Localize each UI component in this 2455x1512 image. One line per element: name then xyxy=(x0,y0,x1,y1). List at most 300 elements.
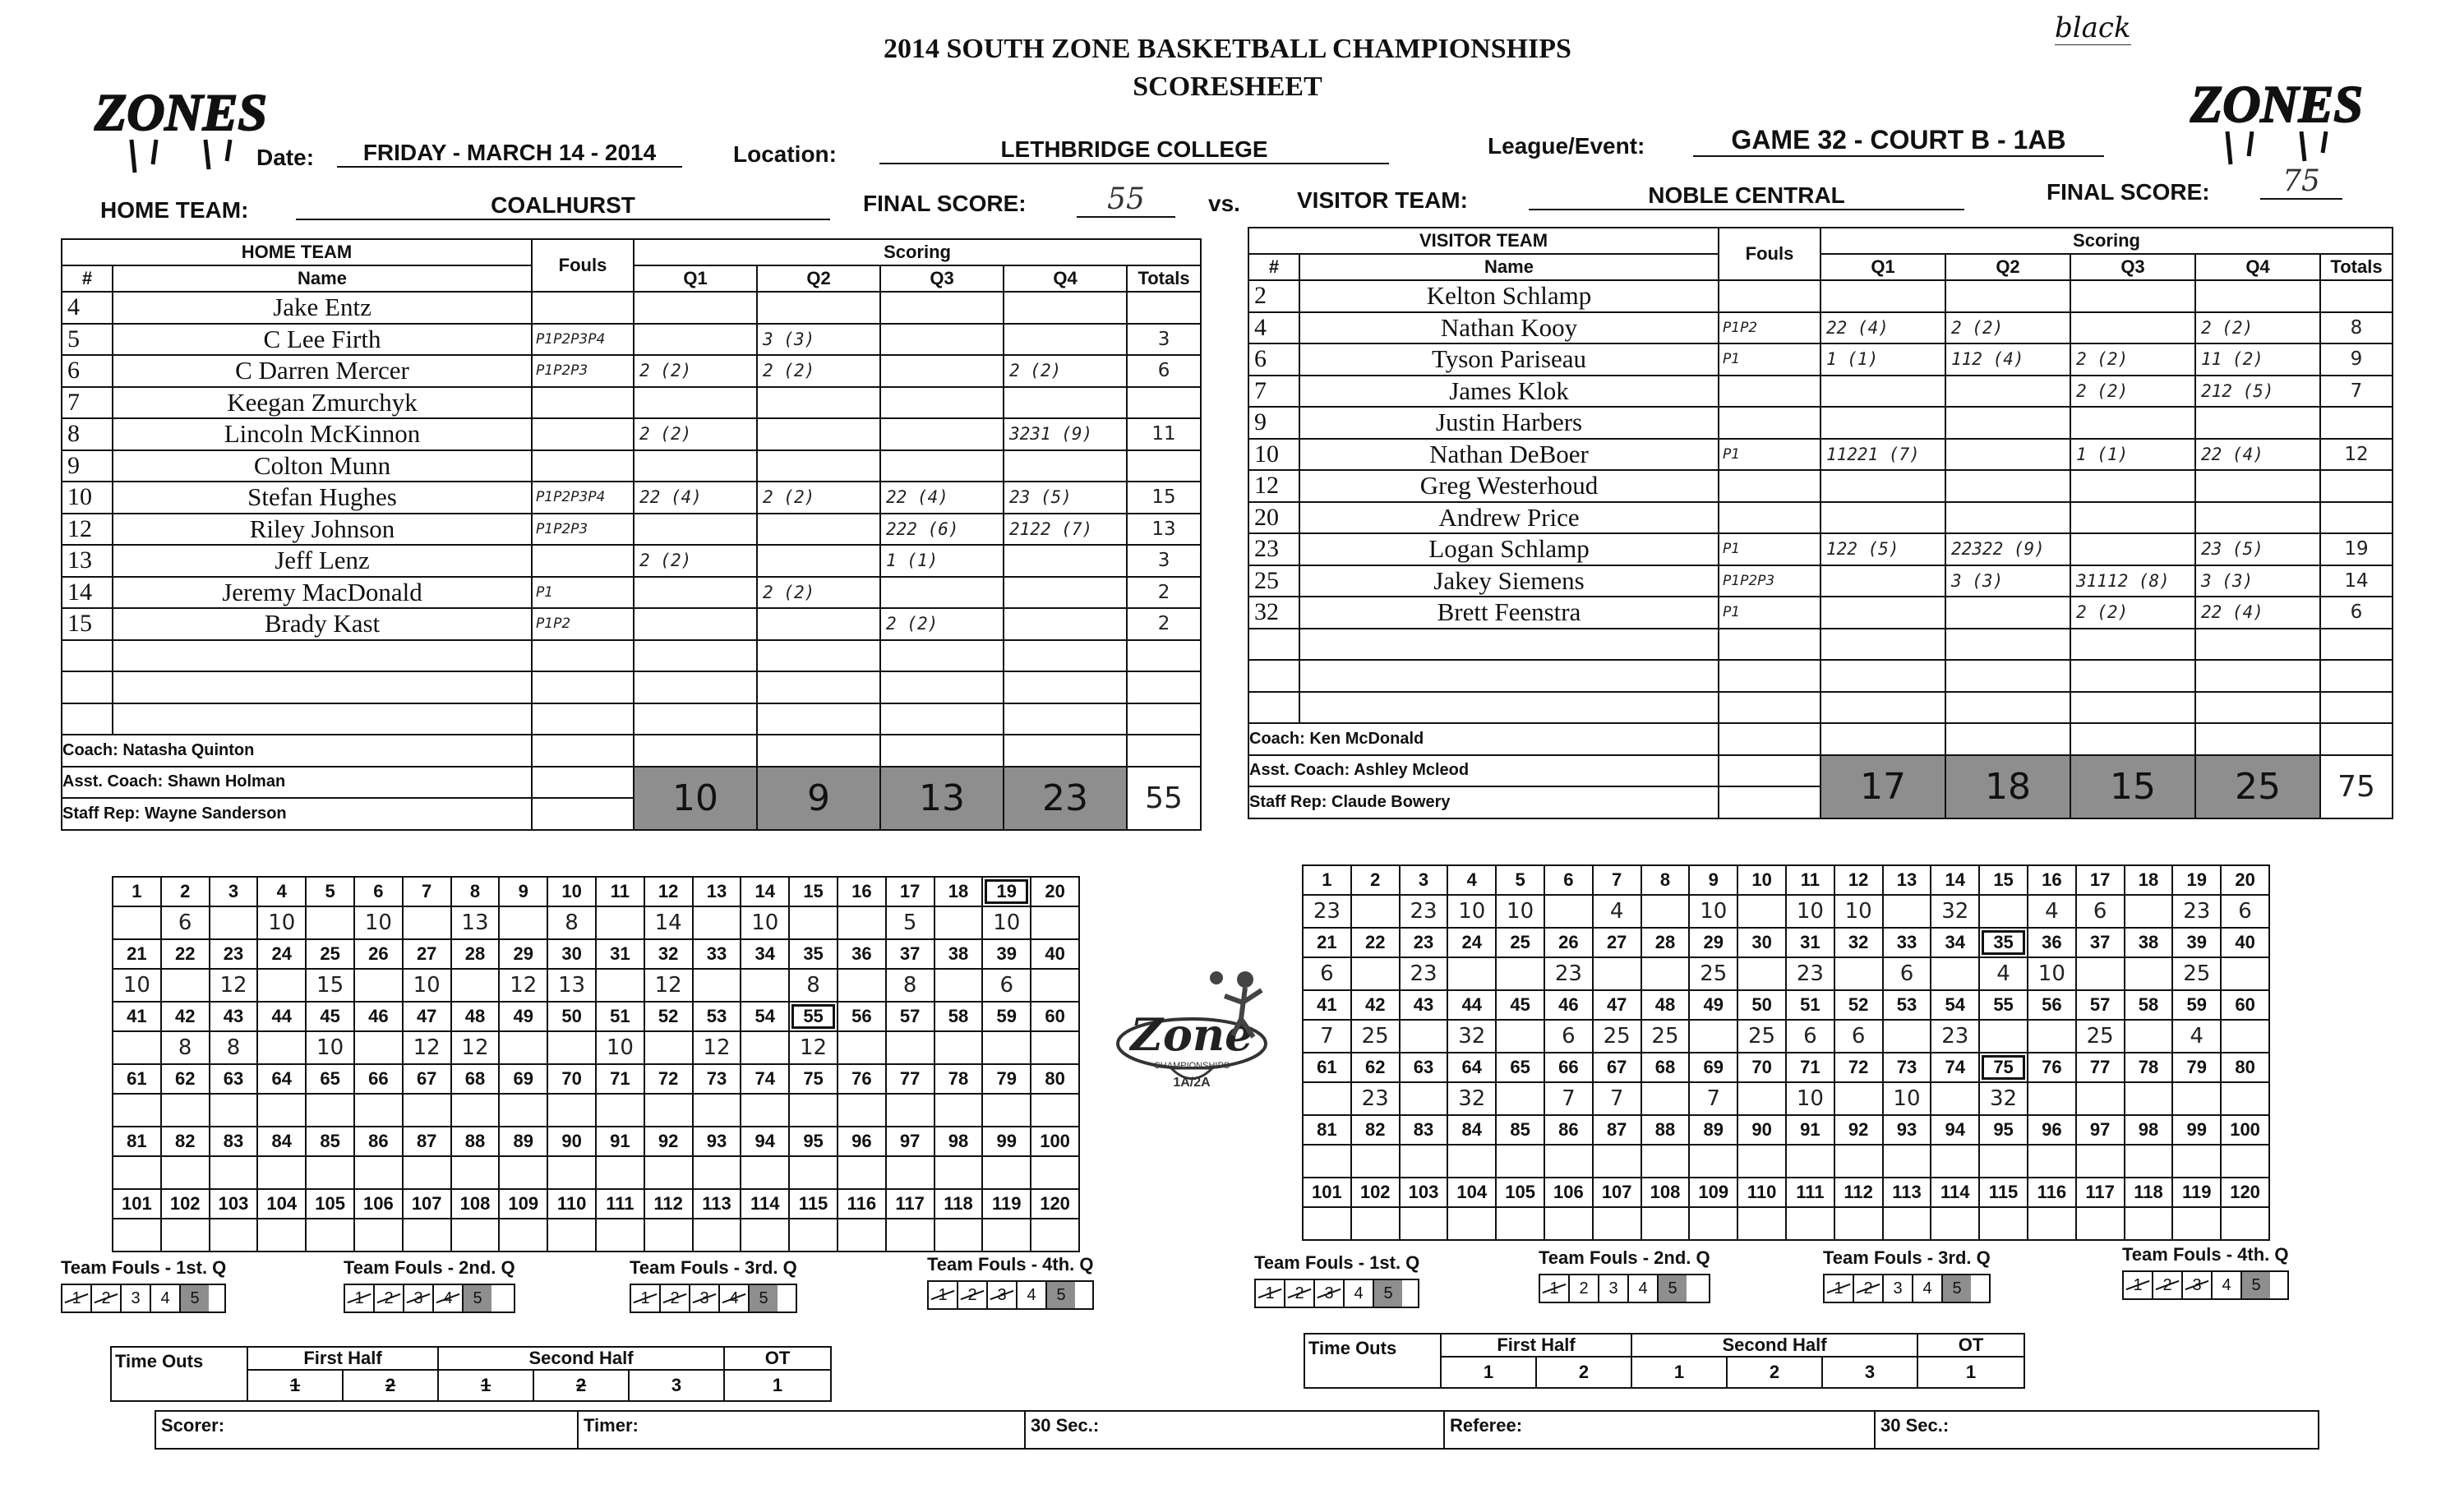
timeout-box[interactable]: 1 xyxy=(1631,1357,1727,1388)
player-fouls[interactable]: P1P2P3 xyxy=(532,514,634,546)
player-fouls[interactable] xyxy=(532,640,634,672)
player-q1[interactable]: 22 (4) xyxy=(1820,312,1945,344)
running-score-mark[interactable] xyxy=(1737,957,1786,990)
running-score-mark[interactable]: 10 xyxy=(741,906,789,939)
running-score-mark[interactable] xyxy=(886,1156,934,1189)
running-score-mark[interactable] xyxy=(2125,1145,2173,1178)
running-score-mark[interactable] xyxy=(161,1156,210,1189)
running-score-mark[interactable] xyxy=(1593,957,1641,990)
player-q1[interactable] xyxy=(1820,470,1945,502)
running-score-mark[interactable]: 4 xyxy=(2172,1020,2221,1053)
player-q4[interactable]: 3231 (9) xyxy=(1004,418,1127,450)
player-total[interactable] xyxy=(2320,660,2393,692)
team-foul-box[interactable]: 2 xyxy=(1570,1275,1599,1302)
running-score-mark[interactable]: 14 xyxy=(644,906,693,939)
player-q3[interactable] xyxy=(880,355,1004,387)
player-total[interactable] xyxy=(1127,640,1201,672)
running-score-mark[interactable] xyxy=(210,906,258,939)
player-q2[interactable] xyxy=(757,292,880,324)
team-foul-box[interactable]: 1 xyxy=(929,1282,958,1308)
player-q3[interactable] xyxy=(2070,312,2195,344)
running-score-mark[interactable]: 10 xyxy=(1496,895,1544,928)
player-q1[interactable] xyxy=(1820,376,1945,408)
running-score-mark[interactable]: 7 xyxy=(1544,1082,1593,1115)
running-score-mark[interactable] xyxy=(1979,1145,2028,1178)
player-q2[interactable]: 22322 (9) xyxy=(1945,533,2070,565)
player-fouls[interactable]: P1 xyxy=(532,577,634,609)
running-score-mark[interactable] xyxy=(2172,1082,2221,1115)
running-score-mark[interactable]: 23 xyxy=(1931,1020,1979,1053)
player-q1[interactable] xyxy=(634,703,757,735)
player-fouls[interactable] xyxy=(532,545,634,577)
running-score-mark[interactable] xyxy=(547,1031,596,1064)
player-q1[interactable] xyxy=(1820,597,1945,629)
player-q4[interactable]: 2 (2) xyxy=(1004,355,1127,387)
running-score-mark[interactable] xyxy=(2125,895,2173,928)
running-score-mark[interactable] xyxy=(210,1219,258,1252)
player-q3[interactable] xyxy=(2070,629,2195,661)
team-foul-box[interactable]: 5 xyxy=(1659,1275,1687,1302)
running-score-mark[interactable]: 7 xyxy=(1303,1020,1351,1053)
running-score-mark[interactable] xyxy=(838,906,886,939)
running-score-mark[interactable]: 23 xyxy=(1786,957,1834,990)
running-score-mark[interactable] xyxy=(1544,895,1593,928)
running-score-mark[interactable] xyxy=(403,906,451,939)
player-fouls[interactable]: P1P2P3P4 xyxy=(532,324,634,356)
running-score-mark[interactable]: 12 xyxy=(403,1031,451,1064)
player-fouls[interactable] xyxy=(532,450,634,482)
timeout-box[interactable]: 2 xyxy=(1727,1357,1822,1388)
running-score-mark[interactable]: 10 xyxy=(306,1031,354,1064)
player-fouls[interactable] xyxy=(1719,660,1820,692)
running-score-mark[interactable] xyxy=(1447,1145,1496,1178)
player-q4[interactable]: 22 (4) xyxy=(2195,439,2320,471)
player-q1[interactable] xyxy=(1820,660,1945,692)
running-score-mark[interactable] xyxy=(1496,1020,1544,1053)
player-q3[interactable]: 1 (1) xyxy=(880,545,1004,577)
running-score-mark[interactable] xyxy=(547,1156,596,1189)
running-score-mark[interactable] xyxy=(451,1219,500,1252)
running-score-mark[interactable] xyxy=(1737,1082,1786,1115)
player-q4[interactable] xyxy=(2195,407,2320,439)
running-score-mark[interactable] xyxy=(113,1031,161,1064)
running-score-mark[interactable] xyxy=(2125,1020,2173,1053)
team-foul-box[interactable]: 5 xyxy=(750,1285,778,1311)
running-score-mark[interactable]: 10 xyxy=(2028,957,2076,990)
running-score-mark[interactable] xyxy=(306,1094,354,1127)
player-total[interactable]: 19 xyxy=(2320,533,2393,565)
running-score-mark[interactable] xyxy=(2076,1145,2125,1178)
player-total[interactable] xyxy=(2320,407,2393,439)
team-foul-box[interactable]: 3 xyxy=(122,1285,151,1311)
player-q2[interactable] xyxy=(757,514,880,546)
running-score-mark[interactable] xyxy=(1834,1145,1883,1178)
running-score-mark[interactable]: 32 xyxy=(1447,1020,1496,1053)
player-q1[interactable] xyxy=(634,387,757,419)
running-score-mark[interactable] xyxy=(1931,1207,1979,1240)
player-fouls[interactable] xyxy=(1719,280,1820,312)
running-score-mark[interactable] xyxy=(838,969,886,1002)
referee-field[interactable]: Referee: xyxy=(1444,1411,1875,1449)
player-q2[interactable] xyxy=(1945,692,2070,724)
running-score-mark[interactable]: 13 xyxy=(451,906,500,939)
running-score-mark[interactable] xyxy=(693,906,741,939)
running-score-mark[interactable] xyxy=(2076,957,2125,990)
player-fouls[interactable]: P1P2 xyxy=(1719,312,1820,344)
player-q1[interactable] xyxy=(634,640,757,672)
running-score-mark[interactable] xyxy=(693,1219,741,1252)
running-score-mark[interactable] xyxy=(596,906,644,939)
running-score-mark[interactable] xyxy=(1031,1219,1079,1252)
player-total[interactable]: 6 xyxy=(1127,355,1201,387)
running-score-mark[interactable]: 10 xyxy=(1447,895,1496,928)
player-q4[interactable] xyxy=(1004,577,1127,609)
running-score-mark[interactable] xyxy=(161,969,210,1002)
team-foul-box[interactable]: 2 xyxy=(92,1285,122,1311)
player-q2[interactable] xyxy=(1945,502,2070,534)
running-score-mark[interactable] xyxy=(451,1094,500,1127)
running-score-mark[interactable] xyxy=(1834,1082,1883,1115)
running-score-mark[interactable]: 8 xyxy=(789,969,838,1002)
player-q3[interactable] xyxy=(880,577,1004,609)
running-score-mark[interactable]: 10 xyxy=(982,906,1031,939)
team-foul-box[interactable]: 5 xyxy=(1943,1275,1971,1302)
running-score-mark[interactable]: 6 xyxy=(2076,895,2125,928)
player-q3[interactable] xyxy=(880,292,1004,324)
running-score-mark[interactable] xyxy=(2028,1082,2076,1115)
player-q1[interactable]: 22 (4) xyxy=(634,482,757,514)
running-score-mark[interactable] xyxy=(354,1156,403,1189)
team-foul-box[interactable]: 3 xyxy=(404,1285,434,1311)
player-q2[interactable]: 2 (2) xyxy=(1945,312,2070,344)
player-total[interactable]: 11 xyxy=(1127,418,1201,450)
team-foul-box[interactable]: 4 xyxy=(1629,1275,1659,1302)
running-score-mark[interactable] xyxy=(547,1094,596,1127)
running-score-mark[interactable] xyxy=(2028,1207,2076,1240)
player-total[interactable]: 13 xyxy=(1127,514,1201,546)
player-q1[interactable] xyxy=(634,671,757,703)
running-score-mark[interactable] xyxy=(1496,1145,1544,1178)
running-score-mark[interactable] xyxy=(403,1219,451,1252)
timer-field[interactable]: Timer: xyxy=(578,1411,1025,1449)
player-fouls[interactable] xyxy=(532,703,634,735)
running-score-mark[interactable]: 23 xyxy=(1400,895,1448,928)
running-score-mark[interactable] xyxy=(1641,1207,1690,1240)
player-fouls[interactable] xyxy=(1719,629,1820,661)
player-fouls[interactable] xyxy=(532,292,634,324)
running-score-mark[interactable] xyxy=(1883,1020,1931,1053)
player-q1[interactable] xyxy=(634,292,757,324)
running-score-mark[interactable] xyxy=(1031,1156,1079,1189)
player-q1[interactable] xyxy=(634,577,757,609)
player-q1[interactable]: 2 (2) xyxy=(634,545,757,577)
player-q1[interactable] xyxy=(634,324,757,356)
player-fouls[interactable] xyxy=(1719,692,1820,724)
player-q2[interactable]: 3 (3) xyxy=(757,324,880,356)
running-score-mark[interactable]: 32 xyxy=(1931,895,1979,928)
running-score-mark[interactable] xyxy=(1737,1145,1786,1178)
running-score-mark[interactable] xyxy=(934,1031,983,1064)
running-score-mark[interactable] xyxy=(1641,895,1690,928)
player-q1[interactable]: 122 (5) xyxy=(1820,533,1945,565)
running-score-mark[interactable] xyxy=(789,1094,838,1127)
running-score-mark[interactable] xyxy=(1031,969,1079,1002)
player-q1[interactable] xyxy=(1820,407,1945,439)
running-score-mark[interactable] xyxy=(547,1219,596,1252)
running-score-mark[interactable] xyxy=(2125,957,2173,990)
running-score-mark[interactable]: 6 xyxy=(982,969,1031,1002)
running-score-mark[interactable]: 5 xyxy=(886,906,934,939)
player-q2[interactable] xyxy=(1945,376,2070,408)
running-score-mark[interactable] xyxy=(1303,1207,1351,1240)
running-score-mark[interactable] xyxy=(113,906,161,939)
running-score-mark[interactable] xyxy=(210,1156,258,1189)
running-score-mark[interactable] xyxy=(934,1219,983,1252)
running-score-mark[interactable] xyxy=(499,1156,547,1189)
running-score-mark[interactable] xyxy=(741,969,789,1002)
player-total[interactable] xyxy=(2320,470,2393,502)
running-score-mark[interactable] xyxy=(1400,1020,1448,1053)
running-score-mark[interactable] xyxy=(596,969,644,1002)
team-foul-box[interactable]: 3 xyxy=(1884,1275,1913,1302)
player-q4[interactable]: 11 (2) xyxy=(2195,343,2320,376)
running-score-mark[interactable] xyxy=(693,969,741,1002)
player-total[interactable]: 2 xyxy=(1127,577,1201,609)
scorer-field[interactable]: Scorer: xyxy=(155,1411,578,1449)
running-score-mark[interactable] xyxy=(789,906,838,939)
player-q3[interactable] xyxy=(880,418,1004,450)
player-q4[interactable]: 23 (5) xyxy=(1004,482,1127,514)
player-total[interactable]: 2 xyxy=(1127,608,1201,640)
running-score-mark[interactable] xyxy=(2125,1082,2173,1115)
team-foul-box[interactable]: 1 xyxy=(2124,1272,2153,1298)
running-score-mark[interactable] xyxy=(886,1219,934,1252)
player-total[interactable] xyxy=(1127,450,1201,482)
running-score-mark[interactable] xyxy=(1593,1145,1641,1178)
running-score-mark[interactable]: 12 xyxy=(210,969,258,1002)
player-total[interactable] xyxy=(1127,387,1201,419)
running-score-mark[interactable] xyxy=(257,1031,306,1064)
team-foul-box[interactable]: 1 xyxy=(62,1285,92,1311)
running-score-mark[interactable] xyxy=(306,1219,354,1252)
player-q4[interactable] xyxy=(2195,629,2320,661)
team-foul-box[interactable]: 2 xyxy=(2153,1272,2183,1298)
shot-clock-field[interactable]: 30 Sec.: xyxy=(1875,1411,2319,1449)
running-score-mark[interactable]: 6 xyxy=(1544,1020,1593,1053)
player-q1[interactable] xyxy=(634,514,757,546)
player-fouls[interactable]: P1 xyxy=(1719,533,1820,565)
running-score-mark[interactable] xyxy=(1303,1082,1351,1115)
running-score-mark[interactable]: 25 xyxy=(2172,957,2221,990)
running-score-mark[interactable]: 4 xyxy=(1979,957,2028,990)
timeout-box[interactable]: 1 xyxy=(724,1370,831,1401)
running-score-mark[interactable] xyxy=(934,1094,983,1127)
timeout-box[interactable]: 1 xyxy=(438,1370,533,1401)
running-score-mark[interactable] xyxy=(1931,1145,1979,1178)
running-score-mark[interactable]: 12 xyxy=(789,1031,838,1064)
team-foul-box[interactable]: 3 xyxy=(2183,1272,2213,1298)
timeout-box[interactable]: 2 xyxy=(1536,1357,1631,1388)
running-score-mark[interactable] xyxy=(1303,1145,1351,1178)
player-q3[interactable] xyxy=(880,640,1004,672)
running-score-mark[interactable] xyxy=(1689,1145,1737,1178)
player-q3[interactable] xyxy=(2070,533,2195,565)
player-q2[interactable] xyxy=(757,671,880,703)
player-q1[interactable]: 2 (2) xyxy=(634,355,757,387)
running-score-mark[interactable]: 25 xyxy=(2076,1020,2125,1053)
player-q4[interactable] xyxy=(1004,292,1127,324)
player-total[interactable] xyxy=(1127,292,1201,324)
running-score-mark[interactable] xyxy=(1979,895,2028,928)
running-score-mark[interactable] xyxy=(1786,1207,1834,1240)
running-score-mark[interactable] xyxy=(1544,1145,1593,1178)
running-score-mark[interactable] xyxy=(257,969,306,1002)
team-foul-box[interactable]: 4 xyxy=(1018,1282,1047,1308)
running-score-mark[interactable] xyxy=(354,1219,403,1252)
running-score-mark[interactable]: 10 xyxy=(354,906,403,939)
team-foul-box[interactable]: 5 xyxy=(181,1285,209,1311)
player-q1[interactable] xyxy=(634,450,757,482)
running-score-mark[interactable] xyxy=(161,1219,210,1252)
running-score-mark[interactable]: 6 xyxy=(1786,1020,1834,1053)
player-q3[interactable]: 2 (2) xyxy=(2070,597,2195,629)
running-score-mark[interactable] xyxy=(1031,1094,1079,1127)
player-total[interactable] xyxy=(2320,280,2393,312)
running-score-mark[interactable]: 6 xyxy=(161,906,210,939)
running-score-mark[interactable] xyxy=(1351,957,1400,990)
running-score-mark[interactable]: 4 xyxy=(1593,895,1641,928)
running-score-mark[interactable] xyxy=(1496,1207,1544,1240)
player-fouls[interactable] xyxy=(1719,502,1820,534)
running-score-mark[interactable] xyxy=(934,969,983,1002)
running-score-mark[interactable] xyxy=(982,1156,1031,1189)
player-q2[interactable] xyxy=(757,640,880,672)
running-score-mark[interactable]: 25 xyxy=(1593,1020,1641,1053)
team-foul-box[interactable]: 4 xyxy=(2213,1272,2242,1298)
running-score-mark[interactable] xyxy=(886,1094,934,1127)
player-q4[interactable] xyxy=(2195,280,2320,312)
running-score-mark[interactable] xyxy=(499,1094,547,1127)
running-score-mark[interactable] xyxy=(1834,1207,1883,1240)
team-foul-box[interactable]: 2 xyxy=(1854,1275,1884,1302)
running-score-mark[interactable]: 23 xyxy=(1351,1082,1400,1115)
player-q4[interactable] xyxy=(1004,450,1127,482)
running-score-mark[interactable] xyxy=(1979,1207,2028,1240)
running-score-mark[interactable]: 12 xyxy=(499,969,547,1002)
running-score-mark[interactable]: 10 xyxy=(1786,1082,1834,1115)
player-q2[interactable] xyxy=(1945,629,2070,661)
team-foul-box[interactable]: 1 xyxy=(345,1285,375,1311)
running-score-mark[interactable] xyxy=(1883,895,1931,928)
running-score-mark[interactable] xyxy=(499,1031,547,1064)
running-score-mark[interactable] xyxy=(1979,1020,2028,1053)
player-total[interactable]: 3 xyxy=(1127,545,1201,577)
player-fouls[interactable]: P1P2P3P4 xyxy=(532,482,634,514)
player-q2[interactable] xyxy=(1945,280,2070,312)
running-score-mark[interactable] xyxy=(1737,1207,1786,1240)
team-foul-box[interactable]: 4 xyxy=(1913,1275,1943,1302)
running-score-mark[interactable]: 25 xyxy=(1641,1020,1690,1053)
running-score-mark[interactable] xyxy=(113,1094,161,1127)
player-q4[interactable]: 2 (2) xyxy=(2195,312,2320,344)
timeout-box[interactable]: 2 xyxy=(533,1370,629,1401)
running-score-mark[interactable] xyxy=(1883,1145,1931,1178)
player-q2[interactable] xyxy=(1945,660,2070,692)
team-foul-box[interactable]: 4 xyxy=(151,1285,181,1311)
running-score-mark[interactable] xyxy=(2172,1145,2221,1178)
running-score-mark[interactable] xyxy=(403,1156,451,1189)
team-foul-box[interactable]: 3 xyxy=(690,1285,720,1311)
running-score-mark[interactable]: 23 xyxy=(1544,957,1593,990)
player-q2[interactable]: 2 (2) xyxy=(757,355,880,387)
player-q2[interactable]: 2 (2) xyxy=(757,577,880,609)
player-q1[interactable] xyxy=(1820,692,1945,724)
player-q2[interactable] xyxy=(1945,597,2070,629)
running-score-mark[interactable] xyxy=(741,1094,789,1127)
running-score-mark[interactable]: 25 xyxy=(1689,957,1737,990)
player-q3[interactable] xyxy=(880,324,1004,356)
player-q3[interactable]: 2 (2) xyxy=(2070,376,2195,408)
player-q1[interactable] xyxy=(634,608,757,640)
player-total[interactable] xyxy=(1127,703,1201,735)
running-score-mark[interactable] xyxy=(1031,906,1079,939)
running-score-mark[interactable] xyxy=(741,1031,789,1064)
player-fouls[interactable]: P1 xyxy=(1719,343,1820,376)
player-q1[interactable]: 11221 (7) xyxy=(1820,439,1945,471)
running-score-mark[interactable]: 10 xyxy=(257,906,306,939)
running-score-mark[interactable] xyxy=(451,1156,500,1189)
running-score-mark[interactable] xyxy=(2221,1082,2269,1115)
running-score-mark[interactable]: 4 xyxy=(2028,895,2076,928)
player-q4[interactable] xyxy=(2195,660,2320,692)
running-score-mark[interactable] xyxy=(838,1094,886,1127)
running-score-mark[interactable] xyxy=(838,1219,886,1252)
running-score-mark[interactable]: 23 xyxy=(2172,895,2221,928)
player-fouls[interactable]: P1 xyxy=(1719,597,1820,629)
player-total[interactable] xyxy=(2320,629,2393,661)
running-score-mark[interactable]: 8 xyxy=(161,1031,210,1064)
running-score-mark[interactable]: 6 xyxy=(1303,957,1351,990)
running-score-mark[interactable] xyxy=(789,1156,838,1189)
running-score-mark[interactable]: 12 xyxy=(644,969,693,1002)
player-q3[interactable] xyxy=(880,671,1004,703)
running-score-mark[interactable]: 10 xyxy=(1786,895,1834,928)
running-score-mark[interactable] xyxy=(403,1094,451,1127)
running-score-mark[interactable] xyxy=(2221,957,2269,990)
running-score-mark[interactable] xyxy=(1641,1145,1690,1178)
running-score-mark[interactable] xyxy=(1931,957,1979,990)
running-score-mark[interactable] xyxy=(1786,1145,1834,1178)
player-q4[interactable]: 22 (4) xyxy=(2195,597,2320,629)
running-score-mark[interactable]: 6 xyxy=(1883,957,1931,990)
player-q4[interactable]: 23 (5) xyxy=(2195,533,2320,565)
player-q4[interactable] xyxy=(1004,671,1127,703)
timeout-box[interactable]: 1 xyxy=(1441,1357,1536,1388)
player-q2[interactable] xyxy=(1945,407,2070,439)
running-score-mark[interactable] xyxy=(982,1094,1031,1127)
player-q4[interactable]: 2122 (7) xyxy=(1004,514,1127,546)
player-q3[interactable]: 22 (4) xyxy=(880,482,1004,514)
player-q2[interactable] xyxy=(757,703,880,735)
running-score-mark[interactable] xyxy=(257,1219,306,1252)
running-score-mark[interactable] xyxy=(2028,1020,2076,1053)
team-foul-box[interactable]: 2 xyxy=(958,1282,988,1308)
running-score-mark[interactable] xyxy=(1641,1082,1690,1115)
team-foul-box[interactable]: 5 xyxy=(464,1285,491,1311)
player-q2[interactable] xyxy=(757,608,880,640)
player-total[interactable]: 6 xyxy=(2320,597,2393,629)
running-score-mark[interactable] xyxy=(1496,957,1544,990)
